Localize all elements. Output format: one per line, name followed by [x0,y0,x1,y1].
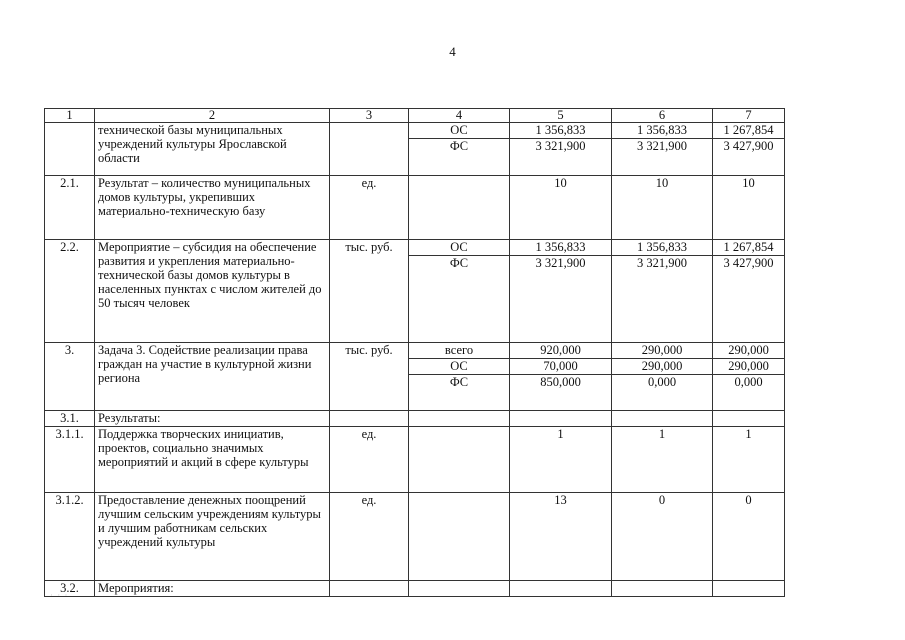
row-number-cell: 3.1. [45,411,95,427]
table-row [45,176,785,240]
row-description-cell: Мероприятие – субсидия на обеспечение развития и укрепления материально-технической базы домов культуры в населенных пунктах с числом жителей до 50 тысяч человек [95,240,330,343]
funding-source-cell: ФС [409,375,510,411]
value-col7-cell: 1 267,854 [713,240,785,256]
value-col7-cell: 10 [713,176,785,240]
row-number-cell: 3.1.1. [45,427,95,493]
table-row [45,427,785,493]
table-row [45,343,785,359]
value-col5-cell [510,581,612,597]
value-col7-cell: 0,000 [713,375,785,411]
value-col7-cell: 3 427,900 [713,256,785,343]
value-col7-cell: 3 427,900 [713,139,785,176]
row-description-cell: Результат – количество муниципальных домов культуры, укрепивших материально-техническую базу [95,176,330,240]
value-col6-cell: 3 321,900 [612,256,713,343]
row-number-cell: 2.2. [45,240,95,343]
funding-source-cell [409,493,510,581]
row-number-cell: 2.1. [45,176,95,240]
row-description-cell: Результаты: [95,411,330,427]
funding-source-cell: всего [409,343,510,359]
header-cell-1: 1 [45,109,95,123]
funding-source-cell [409,427,510,493]
value-col7-cell: 0 [713,493,785,581]
row-description-cell: Предоставление денежных поощрений лучшим сельским учреждениям культуры и лучшим работникам сельских учреждений культуры [95,493,330,581]
value-col6-cell: 1 356,833 [612,123,713,139]
value-col5-cell: 1 356,833 [510,123,612,139]
value-col5-cell: 1 356,833 [510,240,612,256]
row-unit-cell: ед. [330,176,409,240]
row-number-cell: 3. [45,343,95,411]
header-cell-5: 5 [510,109,612,123]
value-col7-cell: 290,000 [713,359,785,375]
funding-source-cell: ОС [409,123,510,139]
row-unit-cell [330,581,409,597]
row-description-cell: Мероприятия: [95,581,330,597]
funding-source-cell: ОС [409,240,510,256]
value-col6-cell: 3 321,900 [612,139,713,176]
value-col6-cell [612,411,713,427]
row-unit-cell: ед. [330,427,409,493]
value-col6-cell: 1 [612,427,713,493]
header-cell-6: 6 [612,109,713,123]
header-cell-2: 2 [95,109,330,123]
value-col7-cell: 1 [713,427,785,493]
row-unit-cell: ед. [330,493,409,581]
row-unit-cell [330,411,409,427]
value-col6-cell: 10 [612,176,713,240]
value-col6-cell: 0 [612,493,713,581]
funding-source-cell [409,176,510,240]
value-col5-cell: 70,000 [510,359,612,375]
header-cell-3: 3 [330,109,409,123]
header-cell-4: 4 [409,109,510,123]
value-col5-cell: 3 321,900 [510,139,612,176]
table-row [45,123,785,139]
value-col6-cell: 290,000 [612,359,713,375]
value-col7-cell [713,411,785,427]
funding-source-cell: ФС [409,139,510,176]
value-col7-cell [713,581,785,597]
table-row [45,240,785,256]
scan-artifact: · · · [50,590,69,600]
value-col6-cell: 0,000 [612,375,713,411]
table-row [45,411,785,427]
funding-source-cell [409,411,510,427]
value-col5-cell: 13 [510,493,612,581]
table-body [45,109,785,597]
row-number-cell: 3.2. [45,581,95,597]
funding-source-cell [409,581,510,597]
value-col6-cell: 1 356,833 [612,240,713,256]
value-col5-cell: 1 [510,427,612,493]
value-col7-cell: 1 267,854 [713,123,785,139]
row-unit-cell: тыс. руб. [330,343,409,411]
funding-source-cell: ФС [409,256,510,343]
header-cell-7: 7 [713,109,785,123]
table-row [45,493,785,581]
page-number: 4 [449,44,456,59]
row-unit-cell: тыс. руб. [330,240,409,343]
row-unit-cell [330,123,409,176]
row-description-cell: Задача 3. Содействие реализации права граждан на участие в культурной жизни региона [95,343,330,411]
row-number-cell [45,123,95,176]
table-row [45,581,785,597]
value-col5-cell: 920,000 [510,343,612,359]
value-col7-cell: 290,000 [713,343,785,359]
value-col6-cell: 290,000 [612,343,713,359]
value-col6-cell [612,581,713,597]
funding-source-cell: ОС [409,359,510,375]
value-col5-cell: 3 321,900 [510,256,612,343]
budget-table [44,108,785,597]
value-col5-cell: 10 [510,176,612,240]
value-col5-cell: 850,000 [510,375,612,411]
row-number-cell: 3.1.2. [45,493,95,581]
header-row [45,109,785,123]
row-description-cell: Поддержка творческих инициатив, проектов, социально значимых мероприятий и акций в сфере культуры [95,427,330,493]
row-description-cell: технической базы муниципальных учреждений культуры Ярославской области [95,123,330,176]
value-col5-cell [510,411,612,427]
